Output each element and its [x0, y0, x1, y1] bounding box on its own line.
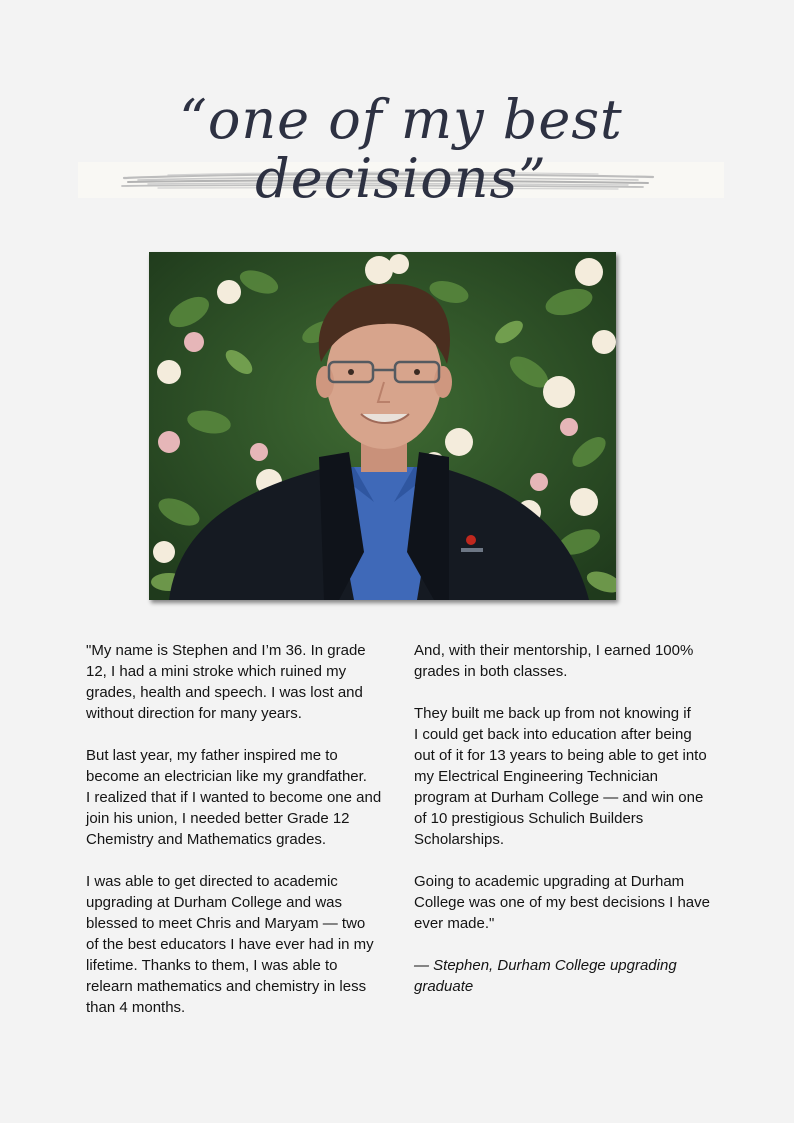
- paragraph: I was able to get directed to academic upgrading at Durham College and was blessed to meet Chris and Maryam — two of the best educators I have ever had in my lifetime. Thanks to them, I was able to relearn mathematics and chemistry in less than 4 months.: [86, 873, 374, 1016]
- paragraph: But last year, my father inspired me to become an electrician like my grandfather. I realized that if I wanted to become one and join his union, I needed better Grade 12 Chemistry and Mathematics grades.: [86, 747, 382, 848]
- paragraph: And, with their mentorship, I earned 100% grades in both classes.: [414, 642, 694, 680]
- right-column: [414, 640, 714, 1018]
- paragraph: They built me back up from not knowing if I could get back into education after being out of it for 13 years to being able to get into my Electrical Engineering Technician program at Durham College — and win one of 10 prestigious Schulich Builders Scholarships.: [414, 705, 707, 848]
- signature: — Stephen, Durham College upgrading graduate: [414, 957, 677, 995]
- left-column: [86, 640, 386, 1039]
- paragraph: "My name is Stephen and I’m 36. In grade 12, I had a mini stroke which ruined my grades, health and speech. I was lost and without direction for many years.: [86, 642, 366, 722]
- portrait-photo: [149, 252, 616, 600]
- portrait-illustration: [149, 252, 616, 600]
- title-area: [78, 80, 724, 210]
- paragraph: Going to academic upgrading at Durham College was one of my best decisions I have ever made.": [414, 873, 710, 932]
- page-title: “one of my best decisions”: [179, 88, 623, 211]
